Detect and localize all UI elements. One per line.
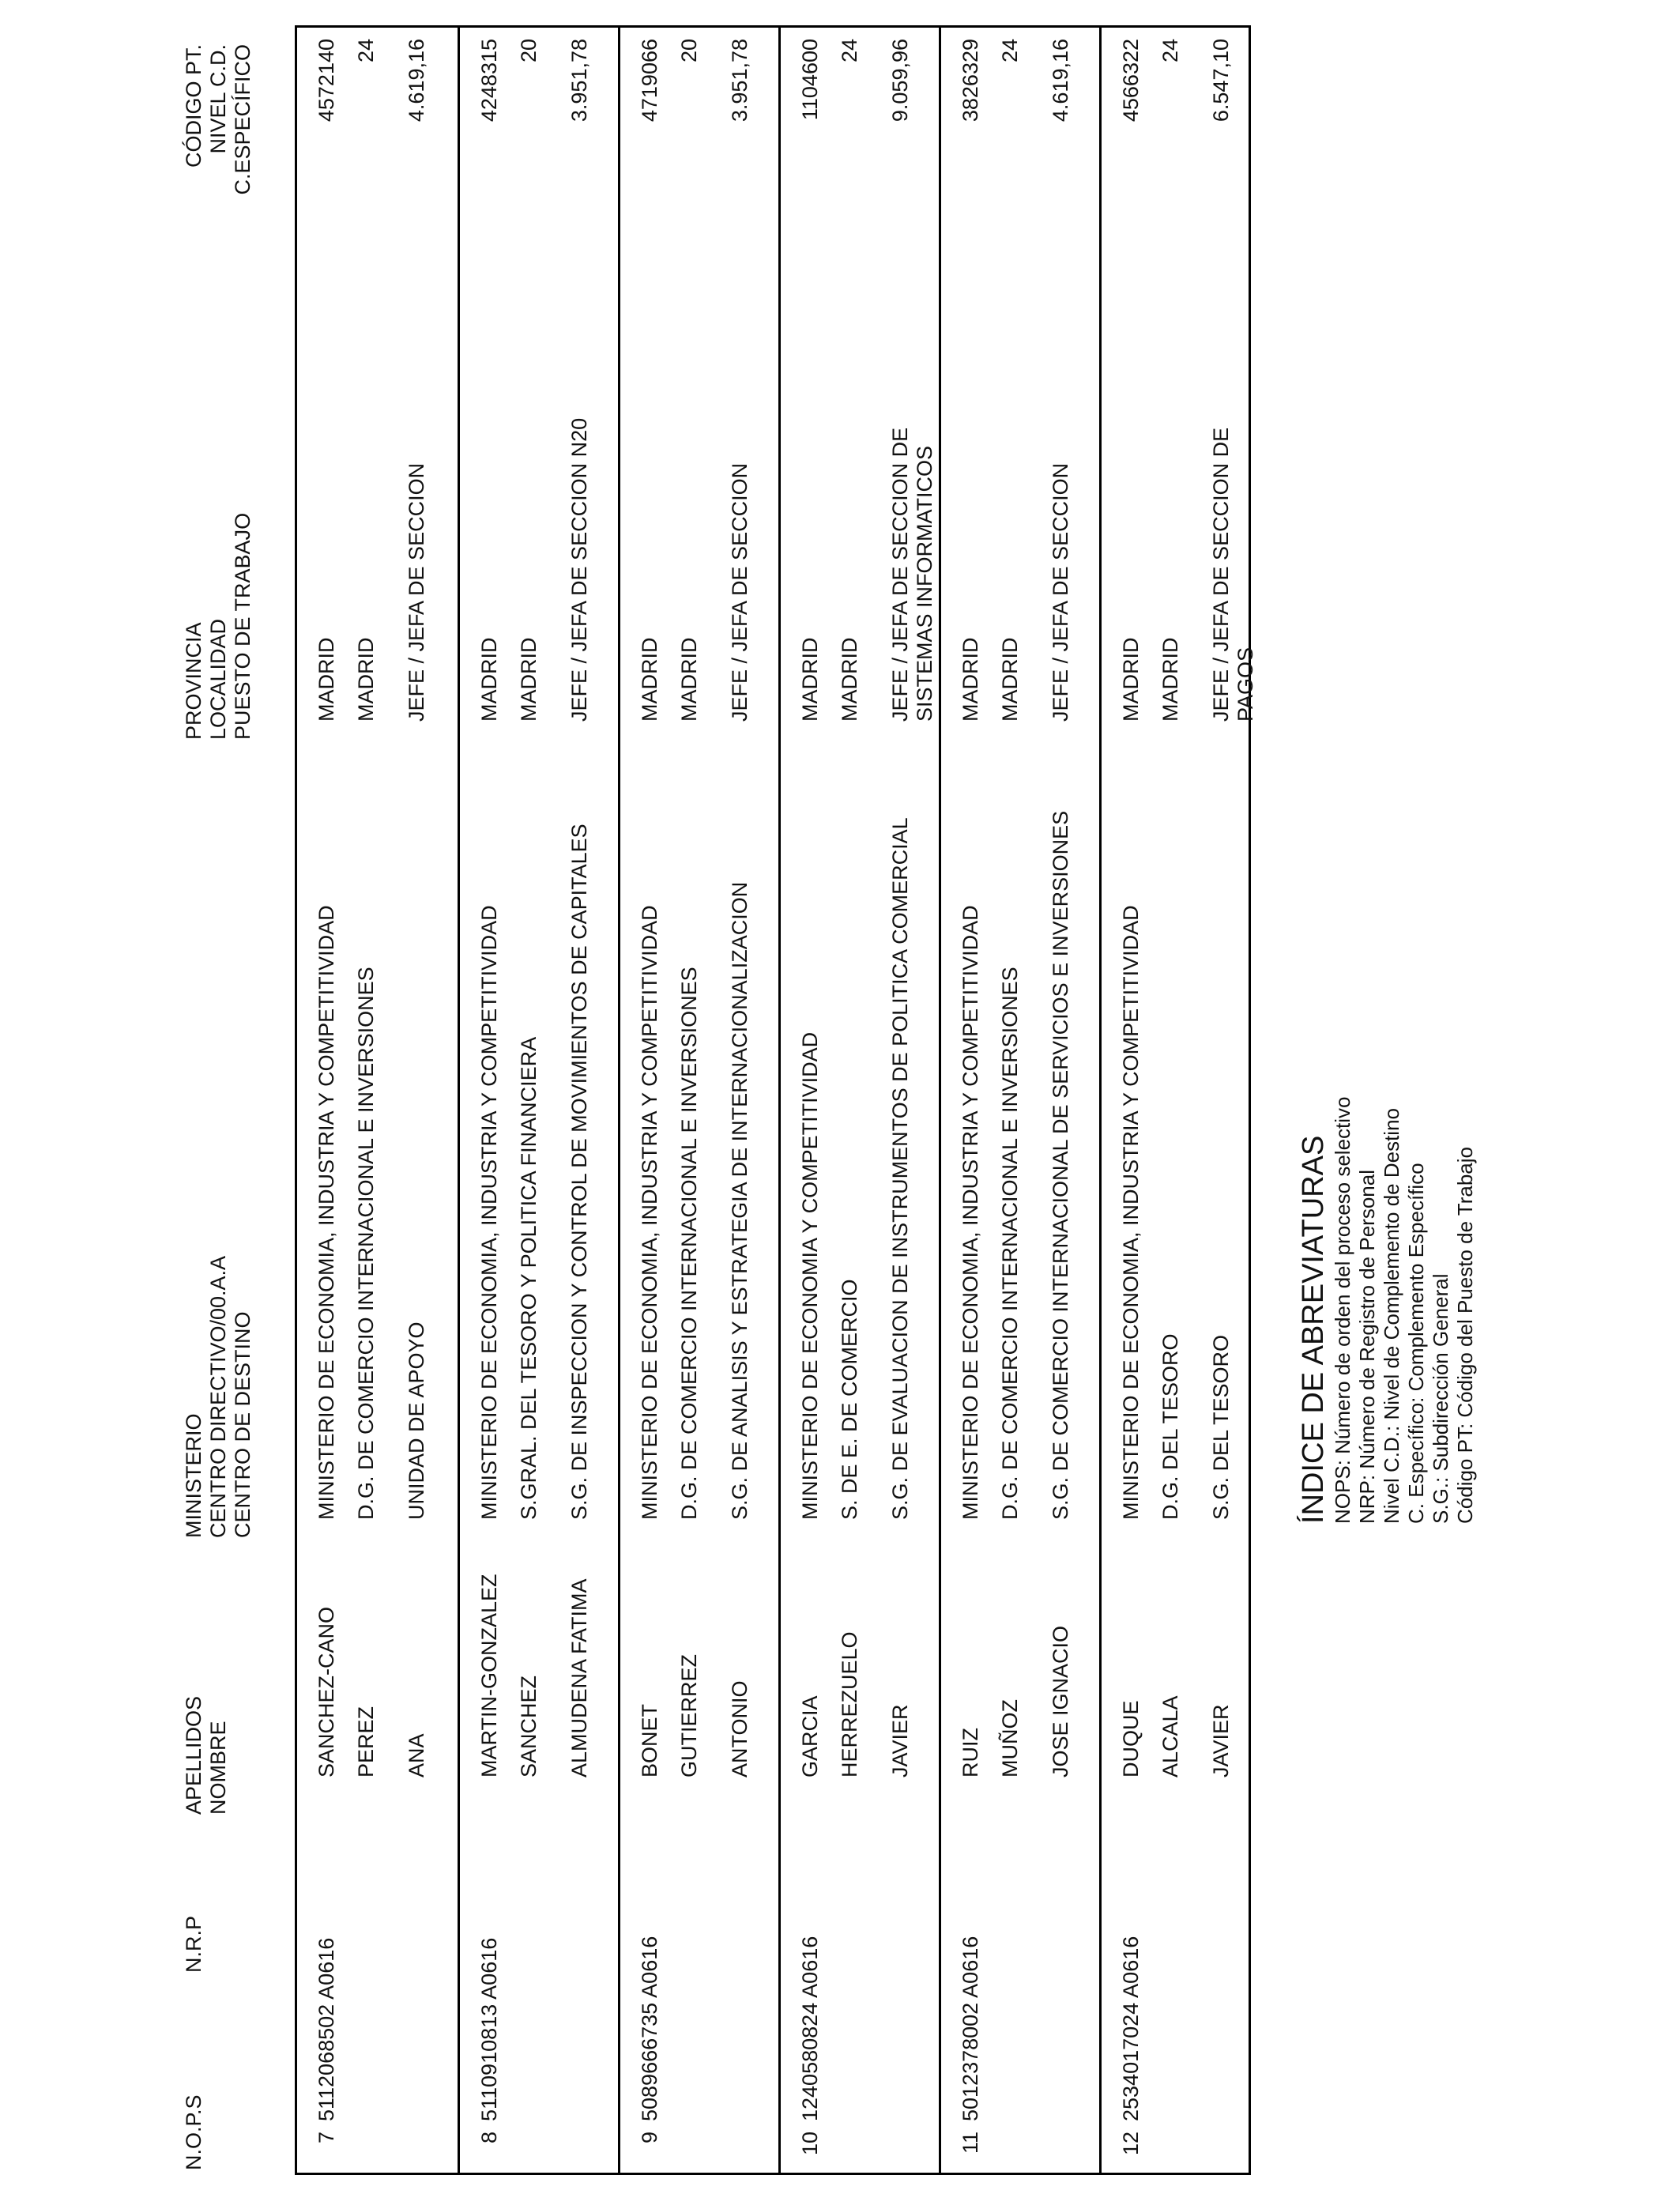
specific-supplement-cell: 3.951,78 [728,39,751,123]
nrp-cell: 5110910813 A0616 [477,1937,501,2121]
abbreviations-list [1331,1097,1478,1525]
abbreviation-item: C. Específico: Complemento Específico [1404,1163,1428,1524]
directorate-cell: D.G. DEL TESORO [1158,1333,1182,1520]
nrp-cell: 5112068502 A0616 [315,1937,338,2121]
level-cell: 24 [838,39,861,63]
job-cell: JEFE / JEFA DE SECCION N20 [567,417,591,722]
locality-cell: MADRID [1158,637,1182,722]
job-cell: JEFE / JEFA DE SECCION DE SISTEMAS INFORMATICOS [888,427,936,722]
surname1-cell: BONET [638,1703,661,1777]
name-cell: JOSE IGNACIO [1049,1625,1072,1777]
abbreviations-title: ÍNDICE DE ABREVIATURAS [1297,1135,1330,1524]
province-cell: MADRID [638,637,661,722]
surname1-cell: DUQUE [1119,1700,1143,1777]
job-code-cell: 4719066 [638,39,661,123]
specific-supplement-cell: 3.951,78 [567,39,591,123]
level-cell: 24 [1158,39,1182,63]
locality-cell: MADRID [677,637,701,722]
job-cell: JEFE / JEFA DE SECCION [1049,462,1072,722]
nrp-cell: 5089666735 A0616 [638,1936,661,2121]
surname2-cell: PEREZ [354,1706,378,1777]
destination-cell: S.G. DE INSPECCION Y CONTROL DE MOVIMIENTOS DE CAPITALES [567,824,591,1520]
table-row [297,28,455,2173]
name-cell: JAVIER [1209,1704,1233,1777]
header-provincia: PROVINCIA LOCALIDAD PUESTO DE TRABAJO [182,512,254,740]
nrp-cell: 2534017024 A0616 [1119,1936,1143,2121]
name-cell: ANTONIO [728,1680,751,1777]
nops-cell: 8 [477,2132,501,2144]
table-row [458,28,618,2173]
ministry-cell: MINISTERIO DE ECONOMIA, INDUSTRIA Y COMPETITIVIDAD [1119,905,1143,1520]
job-cell: JEFE / JEFA DE SECCION [405,462,428,722]
province-cell: MADRID [1119,637,1143,722]
specific-supplement-cell: 4.619,16 [405,39,428,123]
job-code-cell: 4572140 [315,39,338,123]
header-nrp: N.R.P [182,1915,205,1973]
specific-supplement-cell: 9.059,96 [888,39,912,123]
directorate-cell: D.G. DE COMERCIO INTERNACIONAL E INVERSIONES [998,967,1022,1520]
table-row [1099,28,1257,2173]
name-cell: ALMUDENA FATIMA [567,1578,591,1777]
abbreviation-item: NOPS: Número de orden del proceso selectivo [1331,1096,1354,1524]
table-row [939,28,1099,2173]
directorate-cell: S.GRAL. DEL TESORO Y POLITICA FINANCIERA [517,1036,541,1520]
nrp-cell: 5012378002 A0616 [959,1936,982,2121]
name-cell: JAVIER [888,1704,912,1777]
destination-cell: S.G. DE ANALISIS Y ESTRATEGIA DE INTERNACIONALIZACION [728,881,751,1520]
nrp-cell: 1240580824 A0616 [798,1936,822,2121]
level-cell: 20 [677,39,701,63]
directorate-cell: D.G. DE COMERCIO INTERNACIONAL E INVERSIONES [677,967,701,1520]
surname1-cell: GARCIA [798,1695,822,1777]
job-cell: JEFE / JEFA DE SECCION DE PAGOS [1209,427,1257,722]
ministry-cell: MINISTERIO DE ECONOMIA, INDUSTRIA Y COMPETITIVIDAD [315,905,338,1520]
surname2-cell: SANCHEZ [517,1675,541,1777]
table-row [618,28,778,2173]
nops-cell: 12 [1119,2132,1143,2156]
locality-cell: MADRID [838,637,861,722]
directorate-cell: D.G. DE COMERCIO INTERNACIONAL E INVERSIONES [354,967,378,1520]
abbreviation-item: NRP: Número de Registro de Personal [1355,1170,1379,1524]
header-apellidos: APELLIDOS NOMBRE [182,1695,230,1815]
destination-cell: S.G. DE COMERCIO INTERNACIONAL DE SERVICIOS E INVERSIONES [1049,810,1072,1520]
province-cell: MADRID [315,637,338,722]
locality-cell: MADRID [517,637,541,722]
surname2-cell: ALCALA [1158,1695,1182,1777]
surname1-cell: MARTIN-GONZALEZ [477,1574,501,1777]
surname2-cell: HERREZUELO [838,1631,861,1777]
job-code-cell: 1104600 [798,39,822,121]
header-codigo: CÓDIGO PT. NIVEL C.D. C.ESPECÍFICO [182,44,254,195]
header-nops: N.O.P.S [182,2094,205,2170]
directorate-cell: S. DE E. DE COMERCIO [838,1279,861,1520]
job-code-cell: 4248315 [477,39,501,123]
job-code-cell: 4566322 [1119,39,1143,123]
locality-cell: MADRID [998,637,1022,722]
level-cell: 20 [517,39,541,63]
province-cell: MADRID [959,637,982,722]
province-cell: MADRID [477,637,501,722]
header-ministerio: MINISTERIO CENTRO DIRECTIVO/00.A.A CENTRO DE DESTINO [182,1255,254,1538]
abbreviation-item: S.G.: Subdirección General [1429,1273,1452,1524]
nops-cell: 11 [959,2132,982,2154]
ministry-cell: MINISTERIO DE ECONOMIA, INDUSTRIA Y COMPETITIVIDAD [638,905,661,1520]
job-code-cell: 3826329 [959,39,982,123]
job-cell: JEFE / JEFA DE SECCION [728,462,751,722]
surname1-cell: RUIZ [959,1728,982,1777]
destination-cell: S.G. DE EVALUACION DE INSTRUMENTOS DE POLITICA COMERCIAL [888,817,912,1520]
abbreviation-item: Nivel C.D.: Nivel de Complemento de Destino [1380,1108,1403,1524]
specific-supplement-cell: 4.619,16 [1049,39,1072,123]
surname1-cell: SANCHEZ-CANO [315,1606,338,1777]
ministry-cell: MINISTERIO DE ECONOMIA, INDUSTRIA Y COMPETITIVIDAD [477,905,501,1520]
specific-supplement-cell: 6.547,10 [1209,39,1233,123]
table-row [778,28,939,2173]
level-cell: 24 [354,39,378,63]
surname2-cell: MUÑOZ [998,1699,1022,1777]
nops-cell: 9 [638,2132,661,2144]
nops-cell: 7 [315,2132,338,2144]
ministry-cell: MINISTERIO DE ECONOMIA, INDUSTRIA Y COMPETITIVIDAD [959,905,982,1520]
nops-cell: 10 [798,2132,822,2156]
destination-cell: S.G. DEL TESORO [1209,1334,1233,1520]
abbreviations-index [1296,1097,1478,1525]
surname2-cell: GUTIERREZ [677,1653,701,1777]
destination-cell: UNIDAD DE APOYO [405,1321,428,1520]
locality-cell: MADRID [354,637,378,722]
province-cell: MADRID [798,637,822,722]
appointments-table [295,25,1257,2175]
abbreviation-item: Código PT: Código del Puesto de Trabajo [1453,1147,1477,1524]
ministry-cell: MINISTERIO DE ECONOMIA Y COMPETITIVIDAD [798,1031,822,1520]
name-cell: ANA [405,1733,428,1777]
level-cell: 24 [998,39,1022,63]
